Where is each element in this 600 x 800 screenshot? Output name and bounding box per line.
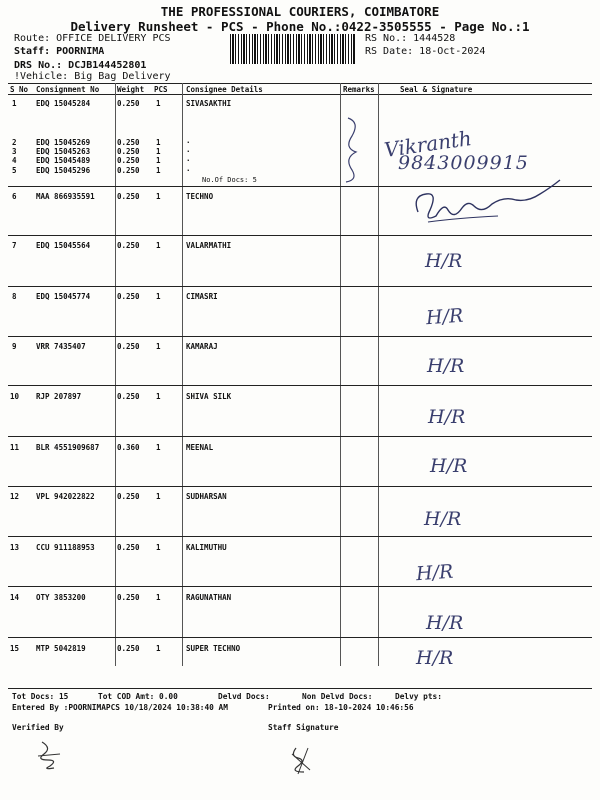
col-header-signature: Seal & Signature — [400, 85, 473, 94]
delivery-points: Delvy pts: — [395, 692, 442, 701]
row-weight: 0.250 — [117, 342, 140, 351]
row-weight: 0.250 — [117, 138, 140, 147]
row-pcs: 1 — [156, 443, 161, 452]
row-separator — [8, 286, 592, 287]
col-divider — [115, 83, 116, 666]
row-consignment: EDQ 15045296 — [36, 166, 91, 175]
row-consignment: CCU 911188953 — [36, 543, 95, 552]
col-header-pcs: PCS — [154, 85, 168, 94]
row-weight: 0.360 — [117, 443, 140, 452]
row-sno: 7 — [12, 241, 17, 250]
row-consignee: VALARMATHI — [186, 241, 232, 250]
delivered-docs: Delvd Docs: — [218, 692, 270, 701]
row-pcs: 1 — [156, 99, 161, 108]
row-pcs: 1 — [156, 241, 161, 250]
row-consignment: EDQ 15045489 — [36, 156, 91, 165]
row-consignment: EDQ 15045263 — [36, 147, 91, 156]
row-weight: 0.250 — [117, 392, 140, 401]
row-separator — [8, 586, 592, 587]
col-header-consignee: Consignee Details — [186, 85, 263, 94]
row-separator — [8, 486, 592, 487]
staff-signature-label: Staff Signature — [268, 723, 339, 732]
handwritten-phone: 9843009915 — [398, 152, 529, 174]
row-weight: 0.250 — [117, 292, 140, 301]
row-consignment: EDQ 15045564 — [36, 241, 91, 250]
row-consignee: RAGUNATHAN — [186, 593, 232, 602]
col-header-consignment: Consignment No — [36, 85, 100, 94]
row-weight: 0.250 — [117, 492, 140, 501]
col-header-remarks: Remarks — [343, 85, 375, 94]
row-consignee: . — [186, 154, 191, 163]
row-consignee: . — [186, 136, 191, 145]
staff-label: Staff: POORNIMA — [14, 46, 105, 57]
row-sno: 12 — [10, 492, 20, 501]
row-consignee: SUPER TECHNO — [186, 644, 241, 653]
row-consignee: . — [186, 145, 191, 154]
row-sno: 6 — [12, 192, 17, 201]
handwritten-hr: H/R — [425, 304, 465, 330]
row-consignment: EDQ 15045774 — [36, 292, 91, 301]
drs-label: DRS No.: DCJB144452801 — [14, 60, 147, 71]
row-pcs: 1 — [156, 492, 161, 501]
row-consignee: SUDHARSAN — [186, 492, 227, 501]
row-pcs: 1 — [156, 156, 161, 165]
row-consignment: BLR 4551909687 — [36, 443, 100, 452]
row-consignee: KAMARAJ — [186, 342, 218, 351]
handwritten-hr: H/R — [428, 406, 466, 428]
row-sno: 9 — [12, 342, 17, 351]
row-sno: 5 — [12, 166, 17, 175]
row-consignment: EDQ 15045284 — [36, 99, 91, 108]
row-pcs: 1 — [156, 292, 161, 301]
row-consignment: MAA 866935591 — [36, 192, 95, 201]
row-consignee: KALIMUTHU — [186, 543, 227, 552]
handwritten-hr: H/R — [430, 455, 468, 477]
rs-number: RS No.: 1444528 — [365, 33, 456, 44]
row-sno: 3 — [12, 147, 17, 156]
row-pcs: 1 — [156, 192, 161, 201]
handwritten-hr: H/R — [425, 250, 463, 272]
rs-date: RS Date: 18-Oct-2024 — [365, 46, 486, 57]
row-consignment: VPL 942022822 — [36, 492, 95, 501]
entered-by: Entered By :POORNIMAPCS 10/18/2024 10:38:40 AM — [12, 703, 228, 712]
row-consignment: MTP 5042819 — [36, 644, 86, 653]
brace-mark — [338, 114, 368, 184]
company-title: THE PROFESSIONAL COURIERS, COIMBATORE — [160, 4, 440, 19]
row-pcs: 1 — [156, 138, 161, 147]
row-weight: 0.250 — [117, 192, 140, 201]
verifier-signature — [34, 738, 64, 772]
signature-techno — [408, 172, 568, 236]
row-consignee: MEENAL — [186, 443, 214, 452]
col-header-weight: Weight — [117, 85, 145, 94]
handwritten-hr: H/R — [416, 647, 454, 669]
row-weight: 0.250 — [117, 147, 140, 156]
handwritten-hr: H/R — [427, 355, 465, 377]
row-consignment: OTY 3853200 — [36, 593, 86, 602]
row-separator — [8, 336, 592, 337]
handwritten-hr: H/R — [424, 508, 462, 530]
row-weight: 0.250 — [117, 241, 140, 250]
row-consignment: VRR 7435407 — [36, 342, 86, 351]
row-weight: 0.250 — [117, 166, 140, 175]
row-consignment: EDQ 15045269 — [36, 138, 91, 147]
table-bottom-rule — [8, 688, 592, 689]
row-weight: 0.250 — [117, 99, 140, 108]
row-weight: 0.250 — [117, 543, 140, 552]
row-sno: 1 — [12, 99, 17, 108]
staff-signature — [286, 744, 316, 778]
row-consignee: TECHNO — [186, 192, 214, 201]
handwritten-hr: H/R — [426, 612, 464, 634]
row-separator — [8, 385, 592, 386]
row-pcs: 1 — [156, 543, 161, 552]
printed-on: Printed on: 18-10-2024 10:46:56 — [268, 703, 414, 712]
handwritten-hr: H/R — [415, 560, 455, 586]
row-sno: 15 — [10, 644, 20, 653]
row-sno: 10 — [10, 392, 20, 401]
col-header-sno: S No — [10, 85, 29, 94]
row-pcs: 1 — [156, 342, 161, 351]
route-label: Route: OFFICE DELIVERY PCS — [14, 33, 171, 44]
row-sno: 11 — [10, 443, 20, 452]
row-consignee: SIVASAKTHI — [186, 99, 232, 108]
runsheet-subtitle: Delivery Runsheet - PCS - Phone No.:0422-3505555 - Page No.:1 — [70, 19, 530, 34]
handwritten-name: Vikranth — [382, 126, 474, 162]
row-separator — [8, 637, 592, 638]
col-divider — [378, 83, 379, 666]
row-sno: 8 — [12, 292, 17, 301]
row-sno: 2 — [12, 138, 17, 147]
total-cod-amount: Tot COD Amt: 0.00 — [98, 692, 178, 701]
row-weight: 0.250 — [117, 644, 140, 653]
row-consignee: SHIVA SILK — [186, 392, 232, 401]
row-pcs: 1 — [156, 166, 161, 175]
row-weight: 0.250 — [117, 593, 140, 602]
row-sno: 4 — [12, 156, 17, 165]
row-pcs: 1 — [156, 644, 161, 653]
non-delivered-docs: Non Delvd Docs: — [302, 692, 373, 701]
row-pcs: 1 — [156, 593, 161, 602]
no-of-docs: No.Of Docs: 5 — [202, 176, 257, 184]
row-separator — [8, 536, 592, 537]
row-sno: 14 — [10, 593, 20, 602]
row-weight: 0.250 — [117, 156, 140, 165]
vehicle-label: !Vehicle: Big Bag Delivery — [14, 71, 171, 82]
row-consignee: CIMASRI — [186, 292, 218, 301]
row-pcs: 1 — [156, 147, 161, 156]
row-consignee: . — [186, 164, 191, 173]
barcode — [230, 34, 355, 64]
col-divider — [182, 83, 183, 666]
row-separator — [8, 436, 592, 437]
header-rule — [8, 94, 592, 95]
row-pcs: 1 — [156, 392, 161, 401]
row-consignment: RJP 207897 — [36, 392, 82, 401]
total-docs: Tot Docs: 15 — [12, 692, 69, 701]
verified-by-label: Verified By — [12, 723, 64, 732]
row-sno: 13 — [10, 543, 20, 552]
table-top-rule — [8, 83, 592, 84]
